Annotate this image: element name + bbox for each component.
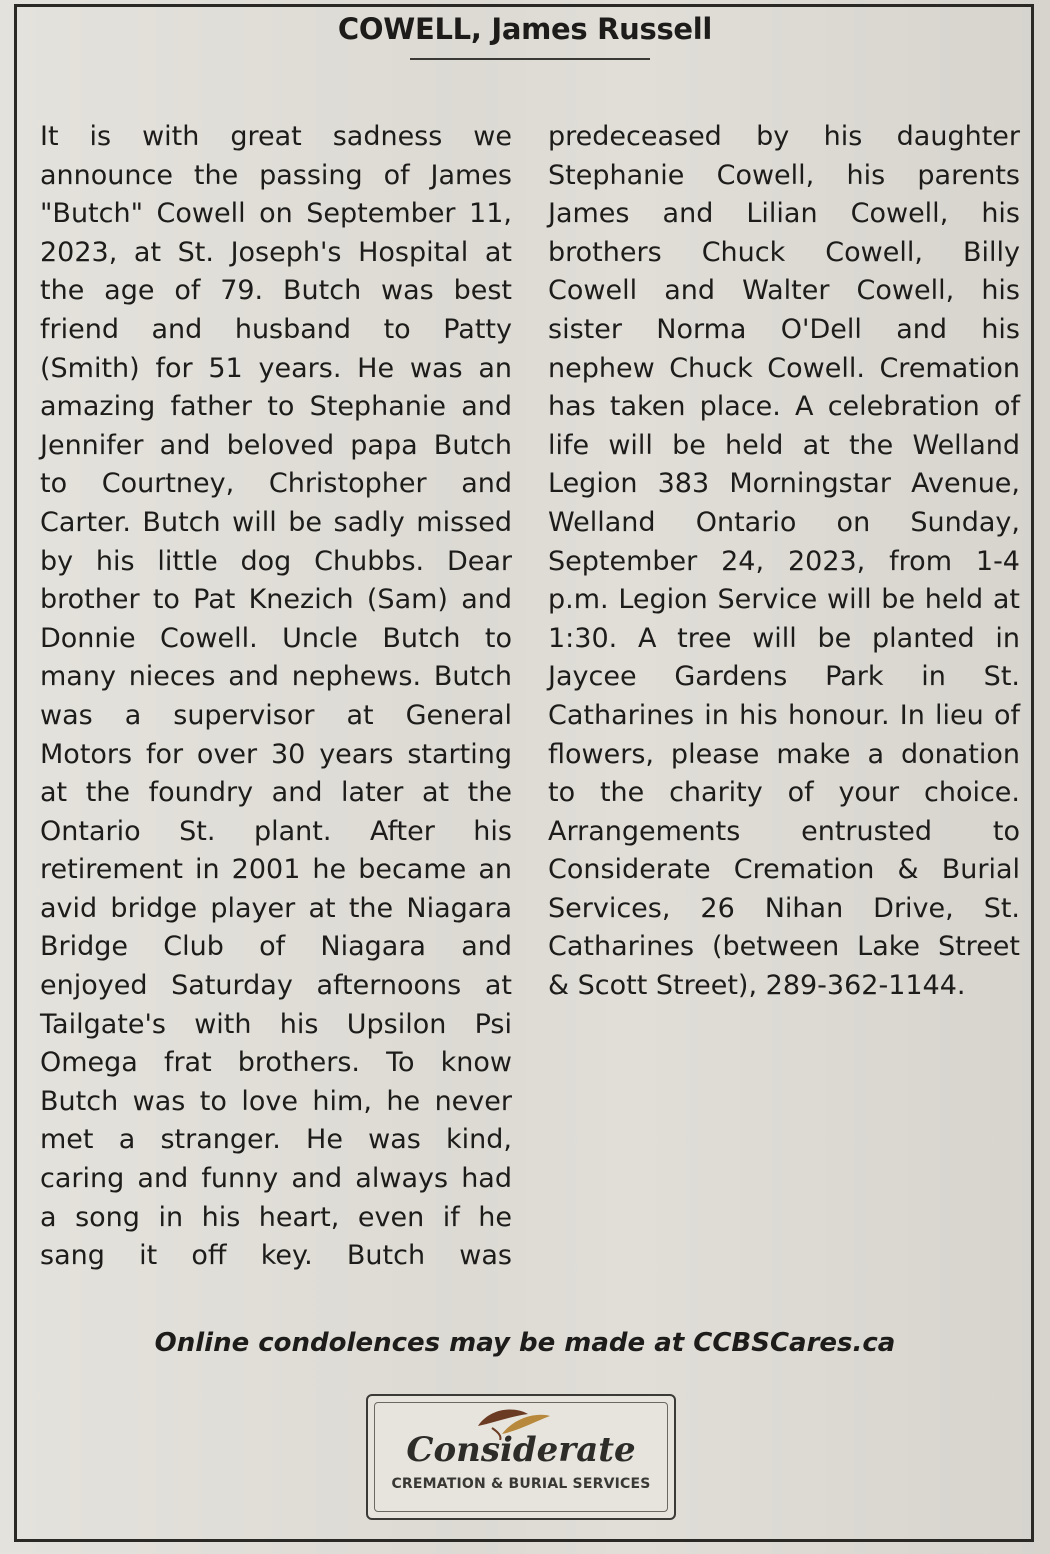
obituary-title: COWELL, James Russell bbox=[337, 12, 713, 46]
logo-name: Considerate bbox=[406, 1430, 636, 1470]
funeral-home-logo bbox=[366, 1394, 676, 1520]
obituary-body: It is with great sadness we announce the passing of James "Butch" Cowell on September 11, 2023, at St. Joseph's Hospital at the age of 79. Butch was best friend and husband to Patty (Smith) for 51 years. He was an amazing father to Stephanie and Jennifer and beloved papa Butch to Courtney, Christopher and Carter. Butch will be sadly missed by his little dog Chubbs. Dear brother to Pat Knezich (Sam) and Donnie Cowell. Uncle Butch to many nieces and nephews. Butch was a supervisor at General Motors for over 30 years starting at the foundry and later at the Ontario St. plant. After his retirement in 2001 he became an avid bridge player at the Niagara Bridge Club of Niagara and enjoyed Saturday afternoons at Tailgate's with his Upsilon Psi Omega frat brothers. To know Butch was to love him, he never met a stranger. He was kind, caring and funny and always had a song in his heart, even if he sang it off key. Butch was predeceased by his daughter Stephanie Cowell, his parents James and Lilian Cowell, his brothers Chuck Cowell, Billy Cowell and Walter Cowell, his sister Norma O'Dell and his nephew Chuck Cowell. Cremation has taken place. A celebration of life will be held at the Welland Legion 383 Morningstar Avenue, Welland Ontario on Sunday, September 24, 2023, from 1-4 p.m. Legion Service will be held at 1:30. A tree will be planted in Jaycee Gardens Park in St. Catharines in his honour. In lieu of flowers, please make a donation to the charity of your choice. Arrangements entrusted to Considerate Cremation & Burial Services, 26 Nihan Drive, St. Catharines (between Lake Street & Scott Street), 289-362-1144. bbox=[40, 121, 1020, 1272]
title-divider bbox=[410, 58, 650, 60]
logo-subtitle: CREMATION & BURIAL SERVICES bbox=[391, 1476, 651, 1492]
condolences-note: Online condolences may be made at CCBSCares.ca bbox=[154, 1328, 896, 1358]
